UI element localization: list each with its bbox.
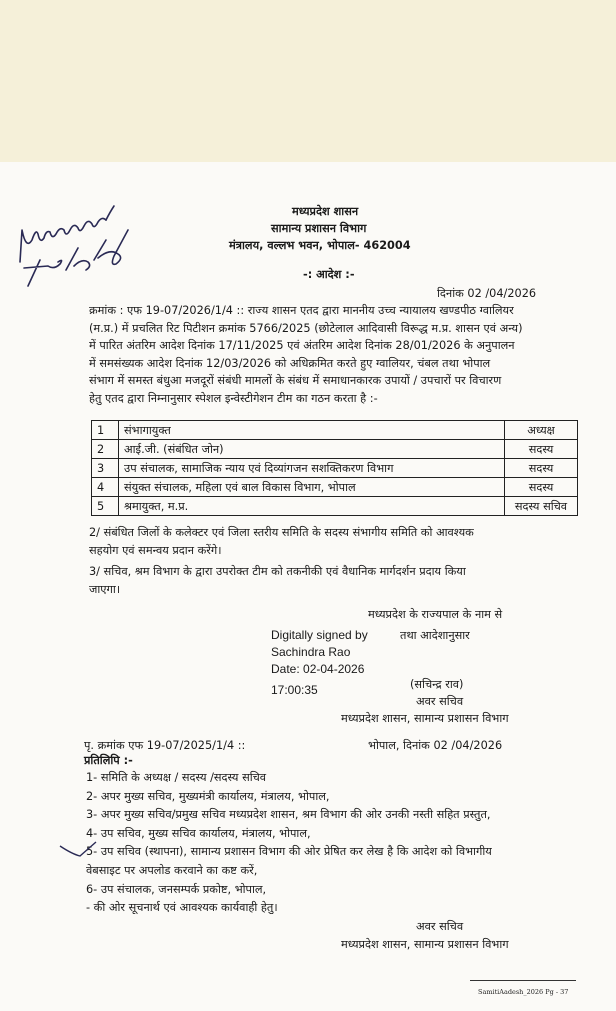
list-item: 1- समिति के अध्यक्ष / सदस्य /सदस्य सचिव [86,771,267,784]
row-number: 4 [92,478,119,497]
signatory-designation: अवर सचिव [416,695,464,708]
header-state-government: मध्यप्रदेश शासन [292,205,359,218]
table-row [92,497,578,516]
para3-line: 3/ सचिव, श्रम विभाग के द्वारा उपरोक्त टीम को तकनीकी एवं वैधानिक मार्गदर्शन प्रदाय किया [89,565,466,578]
body-line: संभाग में समस्त बंधुआ मजदूरों संबंधी मामलों के संबंध में समाधानकारक उपायों / उपचारों पर विचारण [89,374,502,388]
member-cell: संभागायुक्त [119,421,505,440]
endorsement-number: पृ. क्रमांक एफ 19-07/2025/1/4 :: [84,739,246,752]
copy-to-label: प्रतिलिपि :- [84,754,133,767]
body-line: में पारित अंतरिम आदेश दिनांक 17/11/2025 एवं अंतरिम आदेश दिनांक 28/01/2026 के अनुपालन [89,339,515,353]
list-item: 3- अपर मुख्य सचिव/प्रमुख सचिव मध्यप्रदेश शासन, श्रम विभाग की ओर उनकी नस्ती सहित प्रस्तुत, [86,808,491,822]
investigation-team-table [91,420,578,516]
closing-department: मध्यप्रदेश शासन, सामान्य प्रशासन विभाग [341,938,509,951]
role-cell: सदस्य सचिव [505,497,578,516]
endorsement-place-date: भोपाल, दिनांक 02 /04/2026 [368,739,503,752]
table-row [92,440,578,459]
signatory-department: मध्यप्रदेश शासन, सामान्य प्रशासन विभाग [341,712,509,725]
list-item: 5- उप सचिव (स्थापना), सामान्य प्रशासन विभाग की ओर प्रेषित कर लेख है कि आदेश को विभागीय [86,845,492,859]
member-cell: उप संचालक, सामाजिक न्याय एवं दिव्यांगजन सशक्तिकरण विभाग [119,459,505,478]
body-line: हेतु एतद द्वारा निम्नानुसार स्पेशल इन्वेस्टीगेशन टीम का गठन करता है :- [89,391,378,405]
member-cell: आई.जी. (संबंधित जोन) [119,440,505,459]
list-item: 4- उप सचिव, मुख्य सचिव कार्यालय, मंत्रालय, भोपाल, [86,826,311,840]
order-body-paragraph [89,302,523,408]
row-number: 5 [92,497,119,516]
signature-line: Digitally signed by [271,628,368,642]
governor-line-1: मध्यप्रदेश के राज्यपाल के नाम से [368,608,503,621]
table-row [92,478,578,497]
role-cell: सदस्य [505,478,578,497]
list-item: - की ओर सूचनार्थ एवं आवश्यक कार्यवाही हेतु। [86,901,278,915]
paragraph-2 [89,524,474,559]
row-number: 3 [92,459,119,478]
closing-designation: अवर सचिव [416,920,464,933]
paragraph-3 [89,563,466,598]
row-number: 2 [92,440,119,459]
member-cell: संयुक्त संचालक, महिला एवं बाल विकास विभाग, भोपाल [119,478,505,497]
header-department: सामान्य प्रशासन विभाग [271,222,367,235]
header-address: मंत्रालय, वल्लभ भवन, भोपाल- 462004 [229,239,411,252]
signature-line: Date: 02-04-2026 [271,662,365,676]
role-cell: सदस्य [505,440,578,459]
copy-recipient-list [86,769,492,918]
role-cell: अध्यक्ष [505,421,578,440]
check-mark-icon [58,840,98,862]
digital-signature [271,627,368,699]
row-number: 1 [92,421,119,440]
para2-line: 2/ संबंधित जिलों के कलेक्टर एवं जिला स्तरीय समिति के सदस्य संभागीय समिति को आवश्यक [89,526,474,539]
handwritten-note [6,200,136,290]
signature-line: 17:00:35 [271,683,318,697]
signatory-name: (सचिन्द्र राव) [410,678,464,691]
para3-line: जाएगा। [89,582,121,596]
list-item: 2- अपर मुख्य सचिव, मुख्यमंत्री कार्यालय, मंत्रालय, भोपाल, [86,789,330,803]
signature-line: Sachindra Rao [271,645,351,659]
table-row [92,421,578,440]
footer-rule [470,980,576,981]
body-line: क्रमांक : एफ 19-07/2026/1/4 :: राज्य शासन एतद द्वारा माननीय उच्च न्यायालय खण्डपीठ ग्वालियर [89,304,514,317]
order-date: दिनांक 02 /04/2026 [437,287,537,300]
member-cell: श्रमायुक्त, म.प्र. [119,497,505,516]
order-title: -: आदेश :- [303,268,355,281]
body-line: में समसंख्यक आदेश दिनांक 12/03/2026 को अधिक्रमित करते हुए ग्वालियर, चंबल तथा भोपाल [89,356,491,370]
page-footer: SamitiAadesh_2026 Pg - 37 [478,988,569,996]
list-item: 6- उप संचालक, जनसम्पर्क प्रकोष्ट, भोपाल, [86,882,267,896]
list-item: वेबसाइट पर अपलोड करवाने का कष्ट करें, [86,863,258,877]
table-row [92,459,578,478]
body-line: (म.प्र.) में प्रचलित रिट पिटीशन क्रमांक 5766/2025 (छोटेलाल आदिवासी विरूद्ध म.प्र. शासन एवं अन्य) [89,321,523,335]
para2-line: सहयोग एवं समन्वय प्रदान करेंगे। [89,543,222,557]
governor-line-2: तथा आदेशानुसार [400,629,470,642]
top-background [0,0,616,162]
role-cell: सदस्य [505,459,578,478]
